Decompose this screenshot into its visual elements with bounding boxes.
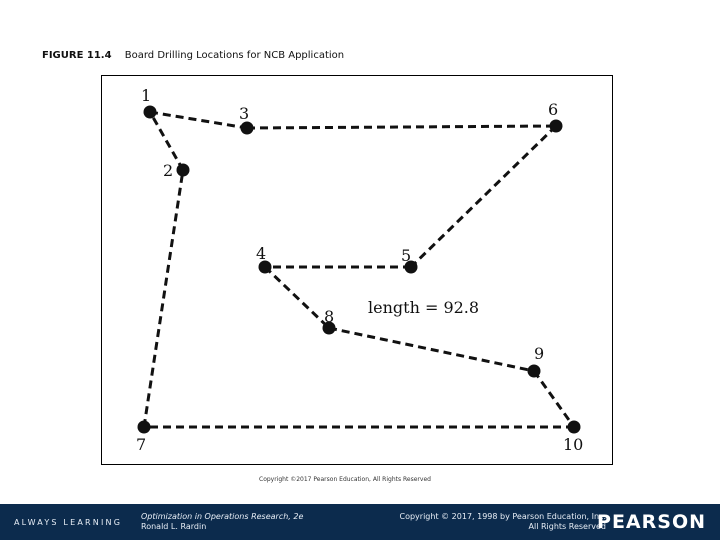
route-edge-3-6	[247, 126, 556, 128]
figure-number: FIGURE 11.4	[42, 50, 112, 61]
hole-label-10: 10	[563, 435, 584, 454]
drill-hole-7	[138, 421, 151, 434]
hole-label-7: 7	[136, 435, 147, 454]
figure-title: Board Drilling Locations for NCB Application	[124, 50, 345, 61]
hole-label-4: 4	[256, 244, 267, 263]
copyright-line-1: Copyright © 2017, 1998 by Pearson Education, Inc.	[399, 512, 606, 521]
drill-holes	[138, 106, 581, 434]
drill-hole-10	[568, 421, 581, 434]
footer-bar	[0, 504, 720, 540]
hole-label-1: 1	[141, 86, 152, 105]
book-author: Ronald L. Rardin	[141, 522, 207, 531]
hole-label-8: 8	[324, 307, 335, 326]
route-edges	[144, 112, 574, 427]
route-length-label: length = 92.8	[368, 298, 480, 317]
footer-copyright	[400, 512, 607, 532]
hole-label-2: 2	[163, 161, 174, 180]
route-edge-4-8	[265, 267, 329, 328]
hole-labels	[136, 86, 583, 454]
drill-hole-3	[241, 122, 254, 135]
route-edge-8-9	[329, 328, 534, 371]
drill-hole-6	[550, 120, 563, 133]
pearson-logo: PEARSON	[597, 511, 706, 533]
route-edge-7-2	[144, 170, 183, 427]
drill-hole-1	[144, 106, 157, 119]
drill-hole-9	[528, 365, 541, 378]
hole-label-5: 5	[401, 246, 412, 265]
drill-hole-2	[177, 164, 190, 177]
hole-label-3: 3	[239, 104, 250, 123]
hole-label-6: 6	[548, 100, 559, 119]
route-edge-9-10	[534, 371, 574, 427]
footer-book-info	[141, 512, 303, 532]
book-title: Optimization in Operations Research, 2e	[141, 512, 304, 521]
route-edge-1-3	[150, 112, 247, 128]
hole-label-9: 9	[534, 344, 545, 363]
route-edge-6-5	[411, 126, 556, 267]
footer-tagline: ALWAYS LEARNING	[14, 518, 123, 527]
figure-copyright: Copyright ©2017 Pearson Education, All Rights Reserved	[259, 476, 431, 483]
copyright-line-2: All Rights Reserved	[528, 522, 606, 531]
